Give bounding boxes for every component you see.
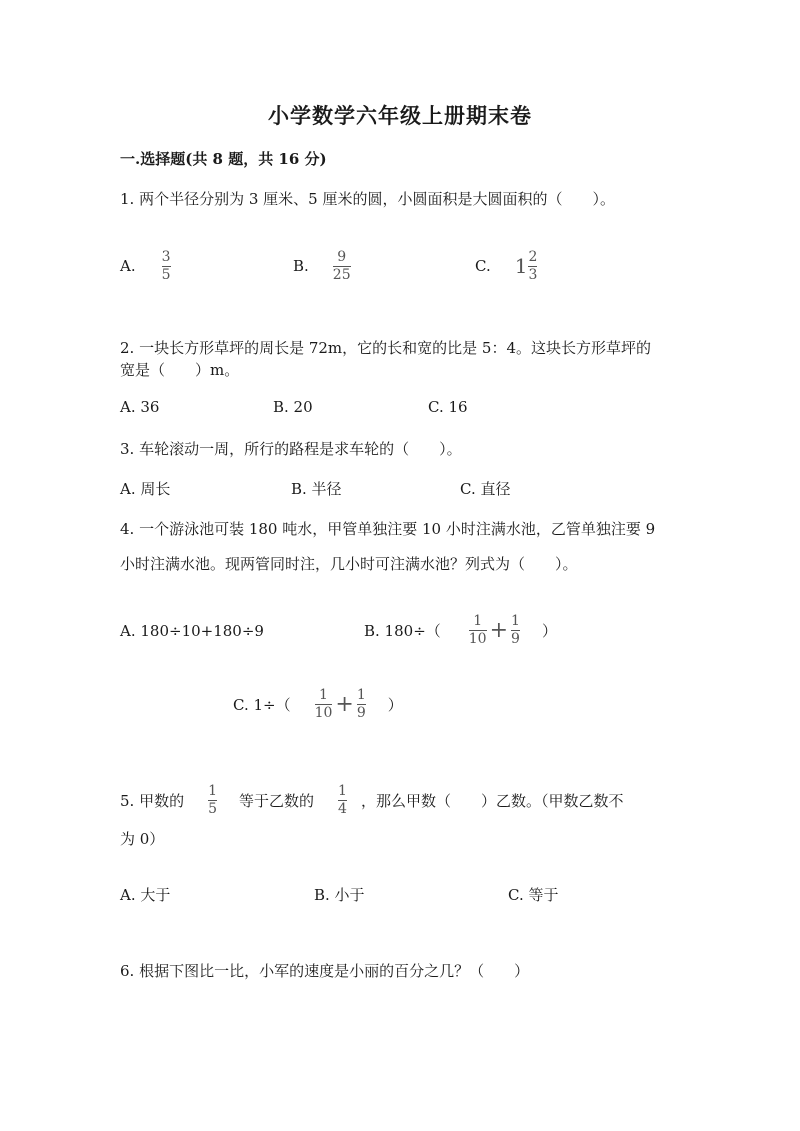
option-label: B. [293,257,309,276]
denominator: 9 [356,704,366,721]
question-2-text-line2: 宽是（ ）m。 [120,361,240,379]
fraction [333,250,351,282]
numerator: 1 [338,783,347,799]
denominator: 10 [314,704,333,721]
option-label: C. [475,257,491,276]
question-2-text-line1: 2. 一块长方形草坪的周长是 72m，它的长和宽的比是 5：4。这块长方形草坪的 [120,339,652,357]
question-4-text-line1: 4. 一个游泳池可装 180 吨水，甲管单独注要 10 小时注满水池，乙管单独注要 9 [120,520,656,538]
q3-option-a[interactable]: A. 周长 [120,480,171,498]
fraction [338,784,347,816]
plus-sign: + [335,691,354,717]
numerator: 3 [161,249,171,265]
denominator: 10 [468,630,487,647]
q5-option-a[interactable]: A. 大于 [120,886,171,904]
question-5-text-line1 [120,784,623,816]
expression-prefix: B. 180÷（ [364,621,441,640]
q3-option-b[interactable]: B. 半径 [291,480,342,498]
question-5-text-line2: 为 0） [120,830,165,848]
question-1-text: 1. 两个半径分别为 3 厘米、5 厘米的圆，小圆面积是大圆面积的（ ）。 [120,190,615,208]
q4-option-b[interactable] [364,614,557,646]
q2-option-c[interactable]: C. 16 [428,398,468,416]
fraction [357,688,366,720]
fraction [315,688,333,720]
q1-option-b[interactable] [293,250,351,282]
q2-option-b[interactable]: B. 20 [273,398,313,416]
fraction [511,614,520,646]
plus-sign: + [489,617,509,643]
numerator: 1 [511,613,520,629]
fraction [208,784,217,816]
fraction [528,250,537,282]
denominator: 9 [511,630,520,647]
denominator: 5 [208,800,218,817]
fraction [469,614,487,646]
q5-prefix: 5. 甲数的 [120,791,185,810]
q5-option-b[interactable]: B. 小于 [314,886,365,904]
q5-suffix: ，那么甲数（ ）乙数。（甲数乙数不 [360,791,624,810]
denominator: 3 [528,266,538,283]
fraction [162,250,171,282]
expression-prefix: C. 1÷（ [233,695,291,714]
denominator: 5 [161,266,171,283]
q5-middle: 等于乙数的 [239,791,315,810]
q2-option-a[interactable]: A. 36 [120,398,160,416]
expression-suffix: ） [387,695,403,714]
numerator: 1 [208,783,218,799]
section-header: 一.选择题(共 8 题，共 16 分) [120,150,327,168]
q1-option-a[interactable] [120,250,171,282]
denominator: 4 [338,800,347,817]
denominator: 25 [332,266,351,283]
mixed-number [515,250,538,282]
q1-option-c[interactable] [475,250,537,282]
q5-option-c[interactable]: C. 等于 [508,886,559,904]
q3-option-c[interactable]: C. 直径 [460,480,511,498]
q4-option-c[interactable] [233,688,403,720]
question-3-text: 3. 车轮滚动一周，所行的路程是求车轮的（ ）。 [120,440,462,458]
q4-option-a[interactable]: A. 180÷10+180÷9 [120,622,264,640]
question-4-text-line2: 小时注满水池。现两管同时注，几小时可注满水池？列式为（ ）。 [120,555,578,573]
numerator: 1 [319,687,328,703]
numerator: 1 [356,687,366,703]
numerator: 2 [528,249,538,265]
numerator: 1 [473,613,483,629]
expression-suffix: ） [541,621,557,640]
numerator: 9 [337,249,347,265]
page-title: 小学数学六年级上册期末卷 [268,103,532,128]
whole-part: 1 [514,254,528,279]
question-6-text: 6. 根据下图比一比，小军的速度是小丽的百分之几？（ ） [120,962,530,980]
option-label: A. [120,257,136,276]
